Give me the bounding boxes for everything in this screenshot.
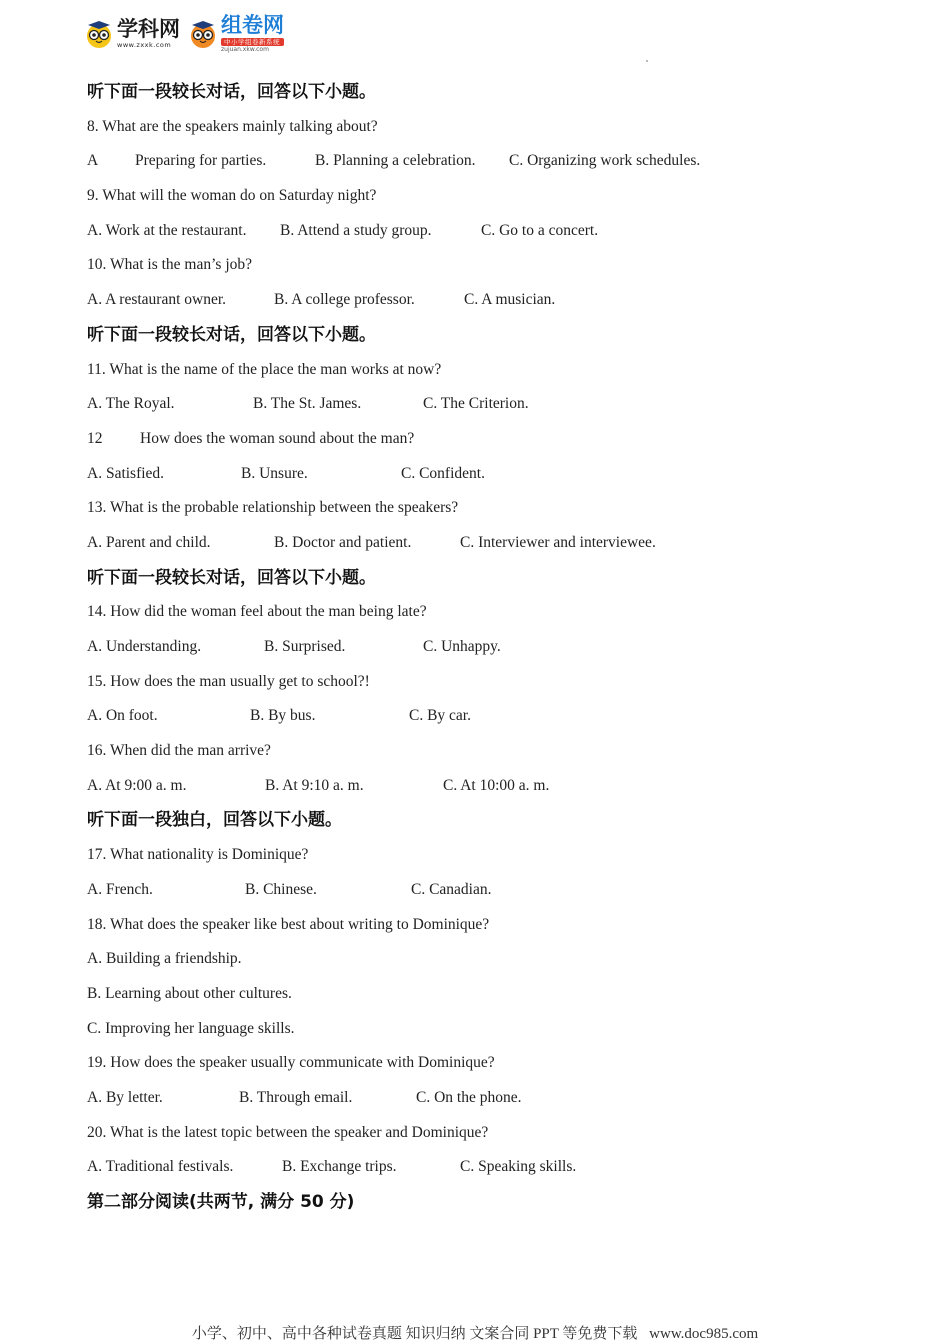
question-text: 17. What nationality is Dominique? [87, 846, 309, 864]
exam-content [87, 78, 867, 1223]
answer-option: C. Unhappy. [423, 638, 501, 655]
question-text: A. Building a friendship. [87, 950, 242, 968]
answer-option: C. Speaking skills. [460, 1158, 577, 1176]
answer-option: C. By car. [409, 707, 471, 725]
question-text: 9. What will the woman do on Saturday night? [87, 187, 377, 205]
xuekewang-logo[interactable] [84, 19, 180, 49]
page-dot [646, 60, 648, 62]
owl-mascot-icon [84, 19, 114, 49]
answer-option: C. Go to a concert. [481, 221, 599, 239]
zujuanwang-logo[interactable] [188, 12, 284, 54]
answer-option: A. On foot. [87, 707, 158, 725]
question-text: 18. What does the speaker like best about writing to Dominique? [87, 915, 490, 933]
answer-option: B. A college professor. [274, 291, 415, 309]
answer-options [87, 1084, 867, 1119]
answer-option: B. Unsure. [241, 464, 308, 482]
question-text: 19. How does the speaker usually communicate with Dominique? [87, 1054, 495, 1072]
answer-option: B. Through email. [239, 1088, 353, 1106]
answer-option: B. By bus. [250, 707, 316, 725]
section-heading: 听下面一段独白，回答以下小题。 [87, 810, 342, 831]
answer-option: A. A restaurant owner. [87, 291, 227, 309]
answer-option: C. A musician. [464, 291, 556, 309]
xuekewang-logo-url: www.zxxk.com [117, 41, 172, 50]
zujuanwang-logo-url: zujuan.xkw.com [221, 46, 269, 54]
answer-options [87, 425, 867, 460]
answer-option: B. Exchange trips. [282, 1158, 397, 1176]
question-text: 10. What is the man’s job? [87, 256, 253, 274]
section-heading: 听下面一段较长对话，回答以下小题。 [87, 567, 376, 588]
xuekewang-logo-name: 学科网 [117, 17, 180, 42]
answer-options [87, 460, 867, 495]
answer-options [87, 772, 867, 807]
answer-option: C. On the phone. [416, 1088, 522, 1106]
question-text: B. Learning about other cultures. [87, 984, 292, 1002]
answer-option: A. The Royal. [87, 395, 175, 413]
answer-option: 12 [87, 429, 103, 447]
answer-option: B. Surprised. [264, 638, 346, 655]
answer-options [87, 286, 867, 321]
footer-text: 小学、初中、高中各种试卷真题 知识归纳 文案合同 PPT 等免费下载 [191, 1326, 638, 1342]
footer-link[interactable]: www.doc985.com [649, 1326, 759, 1342]
question-text: C. Improving her language skills. [87, 1019, 295, 1037]
answer-option: C. At 10:00 a. m. [443, 776, 550, 794]
answer-option: A [87, 152, 99, 170]
question-text: 14. How did the woman feel about the man being late? [87, 603, 427, 621]
answer-option: A. Parent and child. [87, 533, 211, 551]
answer-option: B. Chinese. [245, 880, 317, 898]
answer-options [87, 529, 867, 564]
answer-option: A. Traditional festivals. [87, 1158, 234, 1176]
answer-options [87, 702, 867, 737]
answer-options [87, 1153, 867, 1188]
section-heading: 听下面一段较长对话，回答以下小题。 [87, 324, 376, 345]
question-text: 13. What is the probable relationship between the speakers? [87, 499, 459, 517]
answer-option: A. Work at the restaurant. [87, 221, 247, 239]
question-text: 11. What is the name of the place the man works at now? [87, 360, 442, 378]
answer-option: B. Planning a celebration. [315, 152, 476, 170]
answer-options [87, 876, 867, 911]
page-footer [0, 1322, 950, 1343]
zujuanwang-logo-tag: 中小学组卷新系统 [221, 38, 284, 47]
answer-option: C. The Criterion. [423, 395, 529, 413]
question-text: 8. What are the speakers mainly talking about? [87, 117, 378, 135]
zujuanwang-logo-name: 组卷网 [221, 12, 284, 37]
owl-mascot-icon [188, 19, 218, 49]
answer-option: C. Organizing work schedules. [509, 152, 701, 170]
answer-option: A. Understanding. [87, 638, 202, 655]
question-text: 16. When did the man arrive? [87, 742, 271, 760]
answer-options [87, 633, 867, 668]
answer-option: A. By letter. [87, 1088, 163, 1106]
answer-options [87, 147, 867, 182]
question-text: 20. What is the latest topic between the speaker and Dominique? [87, 1123, 489, 1141]
answer-options [87, 217, 867, 252]
answer-option: C. Interviewer and interviewee. [460, 533, 656, 551]
section-heading: 第二部分阅读(共两节, 满分 50 分) [87, 1192, 355, 1212]
question-text: 15. How does the man usually get to school?! [87, 672, 370, 690]
answer-option: B. The St. James. [253, 395, 362, 413]
answer-option: B. Doctor and patient. [274, 533, 412, 551]
header-logos [84, 12, 284, 56]
answer-option: B. At 9:10 a. m. [265, 776, 364, 794]
answer-option: Preparing for parties. [135, 152, 267, 170]
answer-option: How does the woman sound about the man? [140, 429, 415, 447]
answer-option: A. French. [87, 880, 153, 898]
section-heading: 听下面一段较长对话，回答以下小题。 [87, 82, 376, 102]
answer-option: C. Canadian. [411, 880, 492, 898]
answer-option: B. Attend a study group. [280, 221, 432, 239]
answer-option: C. Confident. [401, 464, 485, 482]
answer-option: A. Satisfied. [87, 464, 165, 482]
answer-options [87, 390, 867, 425]
answer-option: A. At 9:00 a. m. [87, 776, 187, 794]
